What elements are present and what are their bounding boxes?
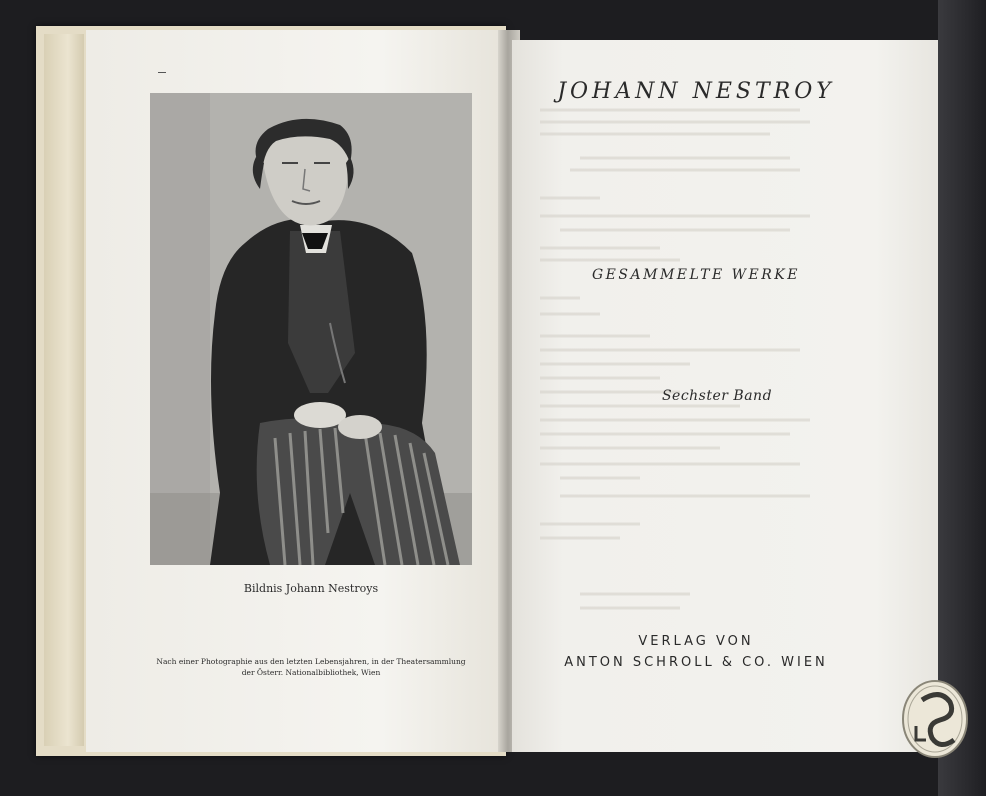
cover-inner-edge xyxy=(44,34,84,746)
bleed-through-texture xyxy=(540,100,860,620)
publisher-line-1: VERLAG VON xyxy=(638,634,754,649)
background-edge xyxy=(938,0,986,796)
photo-source-note-line2: der Österr. Nationalbibliothek, Wien xyxy=(241,668,381,677)
author-name: JOHANN NESTROY xyxy=(557,79,835,104)
publisher-line-2: ANTON SCHROLL & CO. WIEN xyxy=(564,655,828,670)
frontispiece-caption: Bildnis Johann Nestroys xyxy=(243,582,379,595)
work-title: GESAMMELTE WERKE xyxy=(592,267,800,283)
photo-source-note xyxy=(148,656,474,678)
volume-label: Sechster Band xyxy=(661,388,773,404)
portrait-figure xyxy=(150,93,472,565)
photo-source-note-line1: Nach einer Photographie aus den letzten Lebensjahren, in der Theatersammlung xyxy=(156,657,466,666)
portrait-photo xyxy=(150,93,472,565)
page-mark xyxy=(158,72,166,73)
collector-stamp-icon xyxy=(900,678,970,760)
